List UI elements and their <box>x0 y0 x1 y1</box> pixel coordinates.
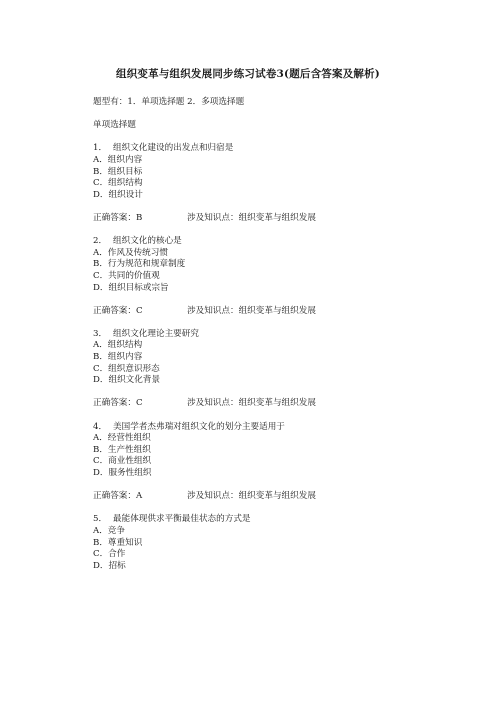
option-c: C．组织意识形态 <box>93 363 160 374</box>
correct-answer: 正确答案：B <box>93 212 143 223</box>
question-block <box>93 422 423 515</box>
option-d: D．组织文化背景 <box>93 375 161 386</box>
option-d: D．组织设计 <box>93 189 143 200</box>
question-number: 3． <box>93 328 108 339</box>
question-types-line: 题型有：1．单项选择题 2．多项选择题 <box>93 97 245 107</box>
question-number: 1． <box>93 143 108 154</box>
option-b: B．组织目标 <box>93 166 143 177</box>
section-heading: 单项选择题 <box>93 120 136 131</box>
answer-row <box>93 306 423 318</box>
option-a: A．竞争 <box>93 525 125 536</box>
question-number: 5． <box>93 514 108 525</box>
question-stem <box>93 236 423 248</box>
knowledge-point: 涉及知识点：组织变革与组织发展 <box>187 491 316 502</box>
question-text: 美国学者杰弗瑞对组织文化的划分主要适用于 <box>113 421 285 432</box>
option-b: B．生产性组织 <box>93 444 151 455</box>
option-d: D．招标 <box>93 560 126 571</box>
document-title: 组织变革与组织发展同步练习试卷3(题后含答案及解析) <box>116 68 380 80</box>
option-a: A．组织结构 <box>93 340 143 351</box>
question-text: 组织文化的核心是 <box>113 236 182 247</box>
option-d: D．组织目标或宗旨 <box>93 282 169 293</box>
knowledge-point: 涉及知识点：组织变革与组织发展 <box>187 212 316 223</box>
question-stem <box>93 422 423 434</box>
option-c: C．共同的价值观 <box>93 270 160 281</box>
correct-answer: 正确答案：C <box>93 398 143 409</box>
option-b: B．尊重知识 <box>93 537 143 548</box>
question-number: 4． <box>93 421 108 432</box>
option-a: A．组织内容 <box>93 154 143 165</box>
question-block <box>93 329 423 422</box>
answer-row <box>93 491 423 503</box>
answer-row <box>93 398 423 410</box>
correct-answer: 正确答案：A <box>93 491 143 502</box>
question-block <box>93 143 423 236</box>
question-block <box>93 514 423 572</box>
option-d: D．服务性组织 <box>93 468 152 478</box>
question-number: 2． <box>93 236 108 247</box>
question-text: 最能体现供求平衡最佳状态的方式是 <box>113 514 251 525</box>
question-text: 组织文化建设的出发点和归宿是 <box>113 143 234 154</box>
question-text: 组织文化理论主要研究 <box>113 328 199 339</box>
correct-answer: 正确答案：C <box>93 305 143 316</box>
knowledge-point: 涉及知识点：组织变革与组织发展 <box>187 398 316 409</box>
option-c: C．合作 <box>93 549 126 560</box>
option-c: C．组织结构 <box>93 178 143 189</box>
answer-row <box>93 213 423 225</box>
option-a: A．作风及传统习惯 <box>93 247 168 258</box>
option-b: B．行为规范和规章制度 <box>93 259 186 270</box>
question-block <box>93 236 423 329</box>
question-stem <box>93 143 423 155</box>
question-stem <box>93 514 423 526</box>
option-a: A．经营性组织 <box>93 433 151 444</box>
question-stem <box>93 329 423 341</box>
option-c: C．商业性组织 <box>93 456 152 467</box>
knowledge-point: 涉及知识点：组织变革与组织发展 <box>187 305 316 316</box>
document-body <box>93 97 423 572</box>
option-b: B．组织内容 <box>93 352 143 363</box>
